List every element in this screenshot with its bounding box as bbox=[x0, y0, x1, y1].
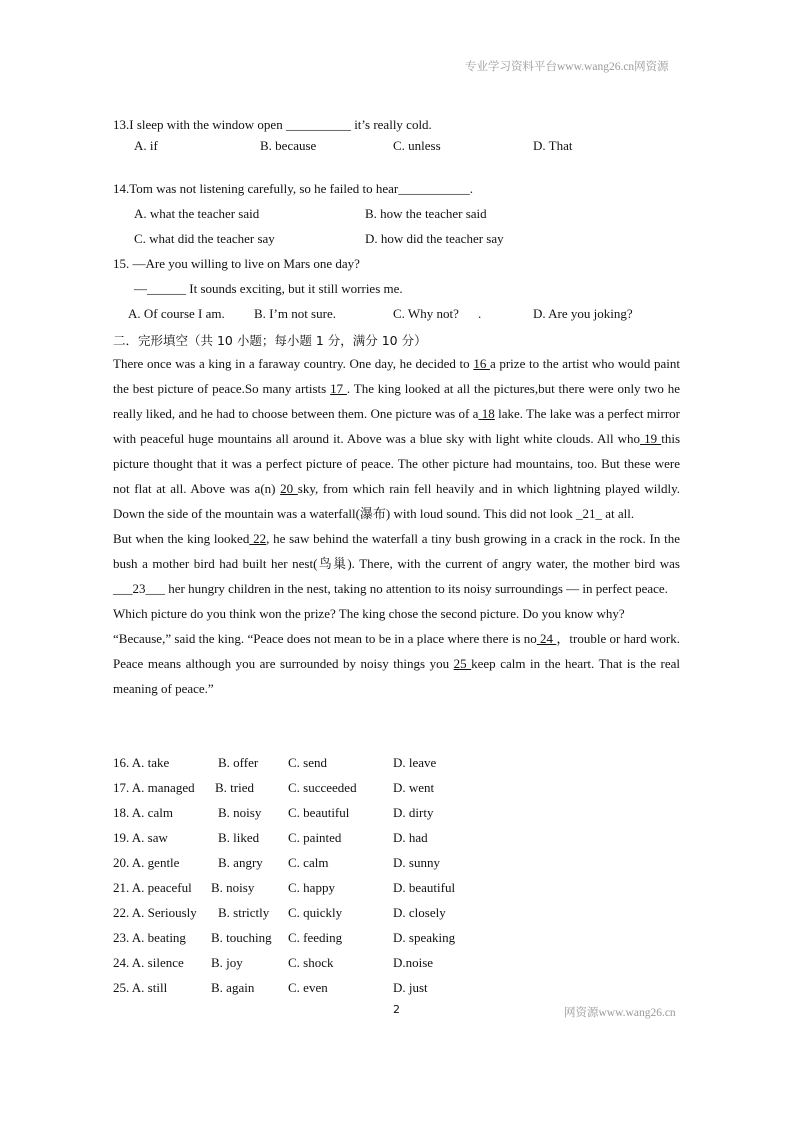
q13-option-a: A. if bbox=[134, 138, 158, 153]
q13-option-c: C. unless bbox=[393, 138, 441, 153]
blank-17: 17 bbox=[330, 381, 347, 396]
choice-option: D. leave bbox=[393, 755, 437, 770]
choice-option: B. liked bbox=[218, 830, 260, 845]
passage-paragraph-4 bbox=[113, 626, 680, 701]
choice-option: D. had bbox=[393, 830, 428, 845]
choice-option: C. even bbox=[288, 980, 328, 995]
blank-16: 16 bbox=[473, 356, 490, 371]
choice-option: 25. A. still bbox=[113, 980, 168, 995]
cloze-passage bbox=[113, 351, 680, 701]
watermark-top: 专业学习资料平台www.wang26.cn网资源 bbox=[465, 61, 669, 73]
choice-option: C. quickly bbox=[288, 905, 343, 920]
choice-option: B. joy bbox=[211, 955, 243, 970]
choice-option: C. calm bbox=[288, 855, 329, 870]
choice-option: D.noise bbox=[393, 955, 434, 970]
passage-paragraph-3: Which picture do you think won the prize? The king chose the second picture. Do you know why? bbox=[113, 606, 625, 621]
q15-option-b: B. I’m not sure. bbox=[254, 306, 336, 321]
choice-option: D. sunny bbox=[393, 855, 440, 870]
question-15-reply bbox=[134, 281, 403, 297]
blank-25: 25 bbox=[453, 656, 472, 671]
choice-option: C. send bbox=[288, 755, 327, 770]
choice-option: 20. A. gentle bbox=[113, 855, 180, 870]
choice-option: B. strictly bbox=[218, 905, 270, 920]
choice-option: 18. A. calm bbox=[113, 805, 173, 820]
q14-option-c: C. what did the teacher say bbox=[134, 231, 275, 246]
choice-option: C. succeeded bbox=[288, 780, 357, 795]
choice-option: D. beautiful bbox=[393, 880, 456, 895]
choice-option: D. dirty bbox=[393, 805, 434, 820]
passage-text: “Because,” said the king. “Peace does not mean to be in a place where there is no bbox=[113, 631, 537, 646]
choice-option: B. noisy bbox=[218, 805, 262, 820]
page-number: 2 bbox=[393, 1003, 400, 1016]
blank-24: 24 bbox=[536, 631, 557, 646]
q15-option-d: D. Are you joking? bbox=[533, 306, 633, 321]
q15-reply-dash: — bbox=[134, 281, 147, 296]
passage-text: There once was a king in a faraway country. One day, he decided to bbox=[113, 356, 474, 371]
q15-reply-blank: ______ bbox=[147, 281, 186, 296]
blank-18: 18 bbox=[478, 406, 495, 421]
q15-reply-text: It sounds exciting, but it still worries me. bbox=[186, 281, 403, 296]
choice-option: B. tried bbox=[215, 780, 254, 795]
passage-text: keep calm in the heart. That is the real meaning of peace.” bbox=[113, 656, 681, 696]
q14-option-d: D. how did the teacher say bbox=[365, 231, 504, 246]
blank-20: 20 bbox=[280, 481, 298, 496]
question-13-stem: 13.I sleep with the window open __________ it’s really cold. bbox=[113, 117, 432, 132]
choice-option: C. happy bbox=[288, 880, 335, 895]
choice-option: B. touching bbox=[211, 930, 272, 945]
choice-option: B. again bbox=[211, 980, 255, 995]
choice-option: 16. A. take bbox=[113, 755, 170, 770]
choice-option: D. just bbox=[393, 980, 428, 995]
choice-option: C. painted bbox=[288, 830, 342, 845]
passage-text: , he saw behind the waterfall a tiny bush growing in a crack in the rock. In the bush a mother bird had built her nest(鸟巢). There, with the current of angry water, the mother bird was ___23___ her hungry children in the nest, taking no attention to its noisy surroundings — in perfect peace. bbox=[113, 531, 681, 596]
q15-option-c: C. Why not? bbox=[393, 306, 459, 321]
choice-option: D. went bbox=[393, 780, 435, 795]
watermark-bottom: 网资源www.wang26.cn bbox=[564, 1007, 676, 1019]
choice-option: 21. A. peaceful bbox=[113, 880, 192, 895]
choice-option: B. noisy bbox=[211, 880, 255, 895]
choice-option: 17. A. managed bbox=[113, 780, 195, 795]
choice-option: D. speaking bbox=[393, 930, 456, 945]
q13-option-d: D. That bbox=[533, 138, 573, 153]
passage-text: lake. The lake was a perfect mirror with peaceful huge mountains all around it. Above was a blue sky with light white clouds. All who bbox=[113, 406, 681, 446]
blank-19: 19 bbox=[640, 431, 662, 446]
choice-option: 23. A. beating bbox=[113, 930, 186, 945]
choice-option: B. offer bbox=[218, 755, 259, 770]
passage-paragraph-1 bbox=[113, 351, 680, 526]
question-14-stem: 14.Tom was not listening carefully, so he failed to hear___________. bbox=[113, 181, 474, 196]
q14-option-b: B. how the teacher said bbox=[365, 206, 487, 221]
passage-text: this picture thought that it was a perfect picture of peace. The other picture had mountains, too. But these were not flat at all. Above was a(n) bbox=[113, 431, 681, 496]
q14-option-a: A. what the teacher said bbox=[134, 206, 260, 221]
choice-option: C. shock bbox=[288, 955, 334, 970]
choice-option: C. beautiful bbox=[288, 805, 350, 820]
choice-option: 19. A. saw bbox=[113, 830, 168, 845]
blank-22: 22 bbox=[249, 531, 267, 546]
passage-text: But when the king looked bbox=[113, 531, 250, 546]
question-15-stem: 15. —Are you willing to live on Mars one day? bbox=[113, 256, 360, 271]
choice-option: B. angry bbox=[218, 855, 263, 870]
q15-option-a: A. Of course I am. bbox=[128, 306, 225, 321]
passage-text: a prize to the artist who would paint the best picture of peace.So many artists bbox=[113, 356, 681, 396]
choice-option: 24. A. silence bbox=[113, 955, 184, 970]
q13-option-b: B. because bbox=[260, 138, 317, 153]
q15-stray-dot: . bbox=[478, 306, 482, 321]
passage-paragraph-2 bbox=[113, 526, 680, 601]
choice-option: D. closely bbox=[393, 905, 446, 920]
passage-text: . The king looked at all the pictures,but there were only two he really liked, and he had to choose between them. One picture was of a bbox=[113, 381, 680, 421]
choice-option: 22. A. Seriously bbox=[113, 905, 197, 920]
choice-option: C. feeding bbox=[288, 930, 343, 945]
section-2-title: 二．完形填空（共 10 小题；每小题 1 分，满分 10 分） bbox=[113, 333, 427, 348]
passage-text: ，trouble or hard work. Peace means although you are surrounded by noisy things you bbox=[113, 631, 681, 671]
passage-text: sky, from which rain fell heavily and in which lightning played wildly. Down the side of the mountain was a waterfall(瀑布) with loud sound. This did not look _21_ at all. bbox=[113, 481, 681, 521]
